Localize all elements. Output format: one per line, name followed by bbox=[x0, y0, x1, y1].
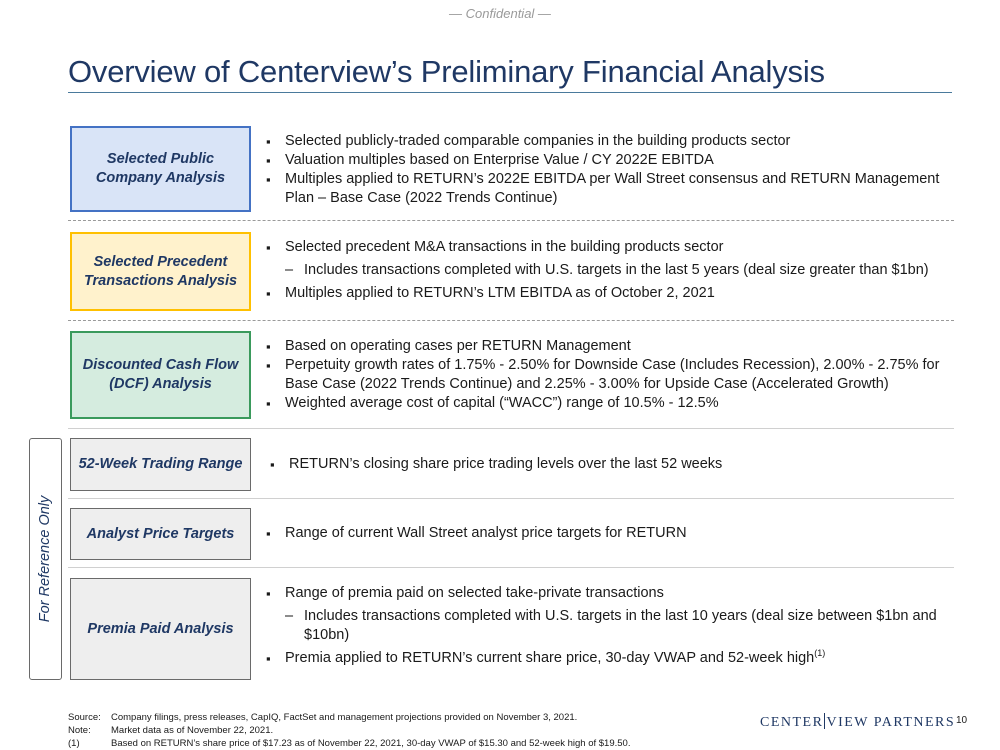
analyst-targets-box bbox=[70, 508, 251, 560]
section-divider bbox=[68, 567, 954, 568]
analyst-targets-bullets bbox=[266, 524, 956, 543]
dcf-box bbox=[70, 331, 251, 419]
bullet-item: ▪ Based on operating cases per RETURN Management bbox=[266, 337, 956, 356]
page-title: Overview of Centerview’s Preliminary Financial Analysis bbox=[68, 54, 825, 89]
sub-bullet-item: – Includes transactions completed with U.S. targets in the last 10 years (deal size between $1bn and $10bn) bbox=[266, 607, 956, 645]
centerview-logo bbox=[760, 713, 955, 731]
footnote-text: Market data as of November 22, 2021. bbox=[111, 725, 274, 736]
reference-only-label: For Reference Only bbox=[37, 495, 53, 623]
footnote-source bbox=[68, 711, 630, 724]
bullet-item: ▪ RETURN’s closing share price trading levels over the last 52 weeks bbox=[270, 455, 960, 474]
footnote-text: Based on RETURN’s share price of $17.23 as of November 22, 2021, 30-day VWAP of $15.30 and 52-week high of $19.50. bbox=[111, 738, 631, 749]
trading-range-label: 52-Week Trading Range bbox=[78, 456, 243, 472]
sub-bullet-item: – Includes transactions completed with U.S. targets in the last 5 years (deal size greater than $1bn) bbox=[266, 261, 956, 280]
footnote-1 bbox=[68, 737, 630, 750]
footnote-text: Company filings, press releases, CapIQ, FactSet and management projections provided on November 3, 2021. bbox=[111, 712, 578, 723]
title-rule bbox=[68, 92, 952, 93]
logo-text-left: CENTER bbox=[760, 715, 824, 730]
dcf-label: Discounted Cash Flow (DCF) Analysis bbox=[82, 357, 239, 392]
confidential-label: — Confidential — bbox=[449, 6, 551, 21]
footnote-key: Note: bbox=[68, 725, 91, 736]
public-company-box bbox=[70, 126, 251, 212]
footnote-key: (1) bbox=[68, 738, 80, 749]
bullet-item: ▪ Range of current Wall Street analyst price targets for RETURN bbox=[266, 524, 956, 543]
premia-paid-box bbox=[70, 578, 251, 680]
premia-paid-label: Premia Paid Analysis bbox=[87, 620, 234, 637]
premia-paid-bullets bbox=[266, 584, 956, 668]
bullet-item bbox=[266, 649, 956, 668]
public-company-bullets bbox=[266, 132, 956, 208]
trading-range-bullets bbox=[270, 455, 960, 474]
dcf-bullets bbox=[266, 337, 956, 413]
trading-range-box bbox=[70, 438, 251, 491]
precedent-transactions-box bbox=[70, 232, 251, 311]
section-divider bbox=[68, 428, 954, 429]
public-company-label: Selected Public Company Analysis bbox=[95, 151, 226, 186]
bullet-text: Premia applied to RETURN’s current share price, 30-day VWAP and 52-week high bbox=[285, 650, 815, 666]
page-number: 10 bbox=[956, 715, 968, 726]
bullet-item: ▪ Valuation multiples based on Enterprise Value / CY 2022E EBITDA bbox=[266, 151, 956, 170]
section-divider bbox=[68, 220, 954, 221]
section-divider bbox=[68, 320, 954, 321]
bullet-item: ▪ Selected precedent M&A transactions in the building products sector bbox=[266, 238, 956, 257]
precedent-transactions-label: Selected Precedent Transactions Analysis bbox=[83, 253, 238, 289]
footnotes bbox=[68, 711, 630, 750]
bullet-item: ▪ Multiples applied to RETURN’s 2022E EBITDA per Wall Street consensus and RETURN Management Plan – Base Case (2022 Trends Continue) bbox=[266, 170, 956, 208]
analyst-targets-label: Analyst Price Targets bbox=[86, 525, 235, 542]
bullet-item: ▪ Range of premia paid on selected take-private transactions bbox=[266, 584, 956, 603]
footnote-marker: (1) bbox=[814, 648, 826, 659]
section-divider bbox=[68, 498, 954, 499]
bullet-item: ▪ Weighted average cost of capital (“WACC”) range of 10.5% - 12.5% bbox=[266, 394, 956, 413]
logo-text-right: VIEW PARTNERS bbox=[826, 715, 956, 730]
bullet-item: ▪ Perpetuity growth rates of 1.75% - 2.50% for Downside Case (Includes Recession), 2.00% - 2.75% for Base Case (2022 Trends Continue) and 2.25% - 3.00% for Upside Case (Accelerated Growth) bbox=[266, 356, 956, 394]
footnote-key: Source: bbox=[68, 712, 101, 723]
precedent-transactions-bullets bbox=[266, 238, 956, 303]
footnote-note bbox=[68, 724, 630, 737]
bullet-item: ▪ Multiples applied to RETURN’s LTM EBITDA as of October 2, 2021 bbox=[266, 284, 956, 303]
bullet-item: ▪ Selected publicly-traded comparable companies in the building products sector bbox=[266, 132, 956, 151]
